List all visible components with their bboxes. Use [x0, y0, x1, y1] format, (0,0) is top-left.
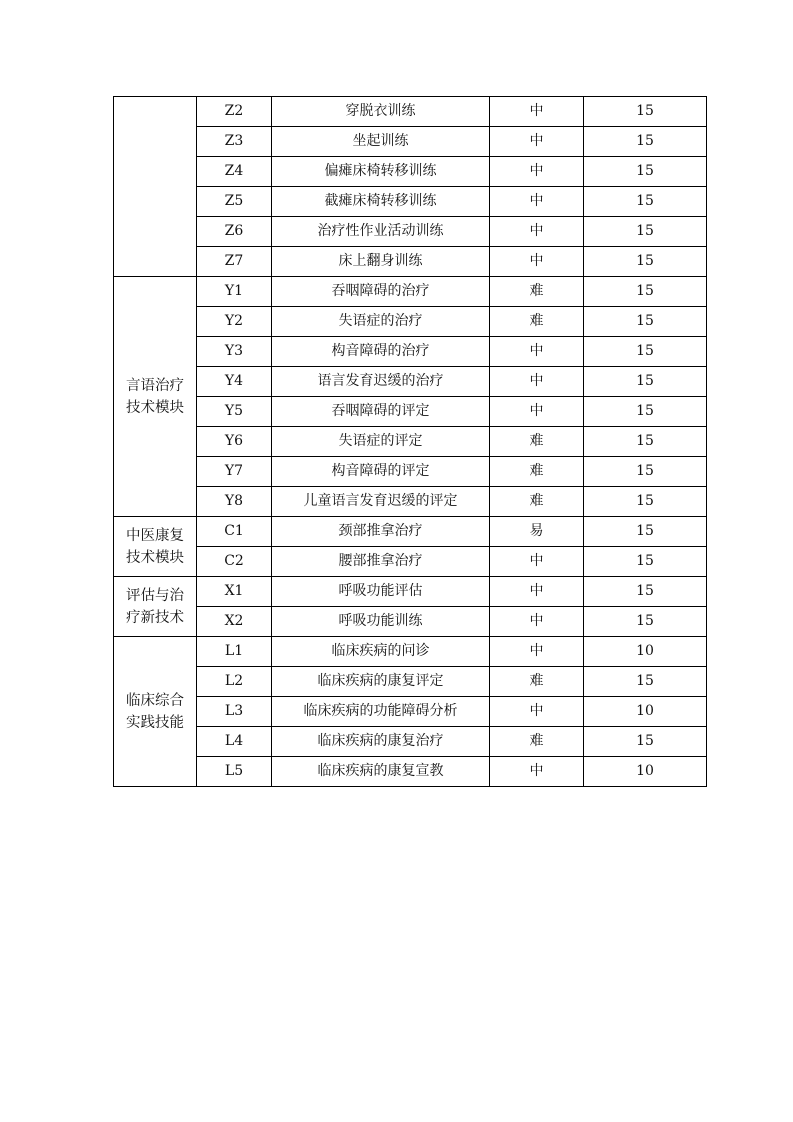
difficulty-cell: 易	[490, 517, 584, 547]
skill-name-cell: 吞咽障碍的治疗	[272, 277, 490, 307]
table-row	[114, 727, 707, 757]
skill-code-cell: L2	[197, 667, 272, 697]
module-label-line: 实践技能	[126, 714, 184, 731]
hours-cell: 15	[584, 307, 707, 337]
skill-name-cell: 失语症的评定	[272, 427, 490, 457]
table-row	[114, 517, 707, 547]
hours-cell: 15	[584, 367, 707, 397]
table-row	[114, 577, 707, 607]
skills-table-body	[114, 97, 707, 787]
hours-cell: 10	[584, 757, 707, 787]
table-row	[114, 127, 707, 157]
skill-name-cell: 呼吸功能评估	[272, 577, 490, 607]
table-row	[114, 157, 707, 187]
table-row	[114, 277, 707, 307]
skill-name-cell: 坐起训练	[272, 127, 490, 157]
skill-code-cell: Z3	[197, 127, 272, 157]
skill-code-cell: Y7	[197, 457, 272, 487]
module-label-line: 技术模块	[126, 549, 184, 566]
module-label-line: 评估与治	[126, 587, 184, 604]
module-cell	[114, 277, 197, 517]
skill-code-cell: Y3	[197, 337, 272, 367]
table-row	[114, 667, 707, 697]
difficulty-cell: 中	[490, 127, 584, 157]
hours-cell: 15	[584, 217, 707, 247]
skill-code-cell: Y4	[197, 367, 272, 397]
difficulty-cell: 中	[490, 367, 584, 397]
difficulty-cell: 难	[490, 307, 584, 337]
table-row	[114, 547, 707, 577]
skill-code-cell: L5	[197, 757, 272, 787]
skill-name-cell: 临床疾病的功能障碍分析	[272, 697, 490, 727]
skill-code-cell: X2	[197, 607, 272, 637]
table-row	[114, 187, 707, 217]
table-row	[114, 487, 707, 517]
skill-name-cell: 临床疾病的问诊	[272, 637, 490, 667]
difficulty-cell: 中	[490, 97, 584, 127]
module-label-line: 临床综合	[126, 692, 184, 709]
table-row	[114, 757, 707, 787]
skill-name-cell: 临床疾病的康复宣教	[272, 757, 490, 787]
skill-code-cell: L3	[197, 697, 272, 727]
hours-cell: 15	[584, 157, 707, 187]
hours-cell: 15	[584, 487, 707, 517]
table-row	[114, 607, 707, 637]
difficulty-cell: 难	[490, 727, 584, 757]
difficulty-cell: 难	[490, 277, 584, 307]
hours-cell: 15	[584, 247, 707, 277]
hours-cell: 15	[584, 547, 707, 577]
skill-code-cell: C2	[197, 547, 272, 577]
skill-name-cell: 临床疾病的康复评定	[272, 667, 490, 697]
difficulty-cell: 难	[490, 667, 584, 697]
hours-cell: 10	[584, 697, 707, 727]
hours-cell: 15	[584, 277, 707, 307]
skill-code-cell: Z5	[197, 187, 272, 217]
skill-name-cell: 构音障碍的评定	[272, 457, 490, 487]
hours-cell: 10	[584, 637, 707, 667]
skill-name-cell: 截瘫床椅转移训练	[272, 187, 490, 217]
skill-name-cell: 失语症的治疗	[272, 307, 490, 337]
table-row	[114, 247, 707, 277]
hours-cell: 15	[584, 577, 707, 607]
skills-table	[113, 96, 707, 787]
skill-name-cell: 床上翻身训练	[272, 247, 490, 277]
table-row	[114, 637, 707, 667]
table-row	[114, 217, 707, 247]
difficulty-cell: 中	[490, 757, 584, 787]
module-cell	[114, 517, 197, 577]
hours-cell: 15	[584, 97, 707, 127]
skill-code-cell: L4	[197, 727, 272, 757]
difficulty-cell: 难	[490, 457, 584, 487]
hours-cell: 15	[584, 127, 707, 157]
skill-name-cell: 偏瘫床椅转移训练	[272, 157, 490, 187]
difficulty-cell: 中	[490, 157, 584, 187]
difficulty-cell: 中	[490, 697, 584, 727]
hours-cell: 15	[584, 337, 707, 367]
skill-code-cell: Z6	[197, 217, 272, 247]
difficulty-cell: 中	[490, 397, 584, 427]
skill-code-cell: Y8	[197, 487, 272, 517]
table-row	[114, 427, 707, 457]
module-cell	[114, 577, 197, 637]
module-cell	[114, 637, 197, 787]
module-label-line: 中医康复	[126, 527, 184, 544]
table-row	[114, 697, 707, 727]
skill-code-cell: L1	[197, 637, 272, 667]
difficulty-cell: 中	[490, 247, 584, 277]
skill-code-cell: Z2	[197, 97, 272, 127]
difficulty-cell: 中	[490, 607, 584, 637]
skill-name-cell: 呼吸功能训练	[272, 607, 490, 637]
difficulty-cell: 中	[490, 217, 584, 247]
difficulty-cell: 中	[490, 547, 584, 577]
module-label-line: 技术模块	[126, 399, 184, 416]
module-label-line: 言语治疗	[126, 377, 184, 394]
skill-code-cell: Y6	[197, 427, 272, 457]
difficulty-cell: 中	[490, 577, 584, 607]
hours-cell: 15	[584, 667, 707, 697]
skill-name-cell: 腰部推拿治疗	[272, 547, 490, 577]
skill-name-cell: 临床疾病的康复治疗	[272, 727, 490, 757]
table-row	[114, 97, 707, 127]
difficulty-cell: 中	[490, 187, 584, 217]
hours-cell: 15	[584, 187, 707, 217]
skill-name-cell: 语言发育迟缓的治疗	[272, 367, 490, 397]
hours-cell: 15	[584, 517, 707, 547]
hours-cell: 15	[584, 607, 707, 637]
difficulty-cell: 难	[490, 487, 584, 517]
table-row	[114, 337, 707, 367]
skill-code-cell: Y5	[197, 397, 272, 427]
skill-code-cell: Z4	[197, 157, 272, 187]
skill-code-cell: Y2	[197, 307, 272, 337]
skill-code-cell: Y1	[197, 277, 272, 307]
hours-cell: 15	[584, 457, 707, 487]
table-row	[114, 367, 707, 397]
module-cell	[114, 97, 197, 277]
skill-code-cell: Z7	[197, 247, 272, 277]
skill-code-cell: X1	[197, 577, 272, 607]
table-row	[114, 457, 707, 487]
skill-code-cell: C1	[197, 517, 272, 547]
hours-cell: 15	[584, 427, 707, 457]
skill-name-cell: 颈部推拿治疗	[272, 517, 490, 547]
skill-name-cell: 构音障碍的治疗	[272, 337, 490, 367]
skill-name-cell: 穿脱衣训练	[272, 97, 490, 127]
skill-name-cell: 吞咽障碍的评定	[272, 397, 490, 427]
difficulty-cell: 中	[490, 337, 584, 367]
hours-cell: 15	[584, 397, 707, 427]
module-label-line: 疗新技术	[126, 609, 184, 626]
table-row	[114, 307, 707, 337]
skill-name-cell: 治疗性作业活动训练	[272, 217, 490, 247]
difficulty-cell: 难	[490, 427, 584, 457]
table-row	[114, 397, 707, 427]
hours-cell: 15	[584, 727, 707, 757]
skill-name-cell: 儿童语言发育迟缓的评定	[272, 487, 490, 517]
difficulty-cell: 中	[490, 637, 584, 667]
